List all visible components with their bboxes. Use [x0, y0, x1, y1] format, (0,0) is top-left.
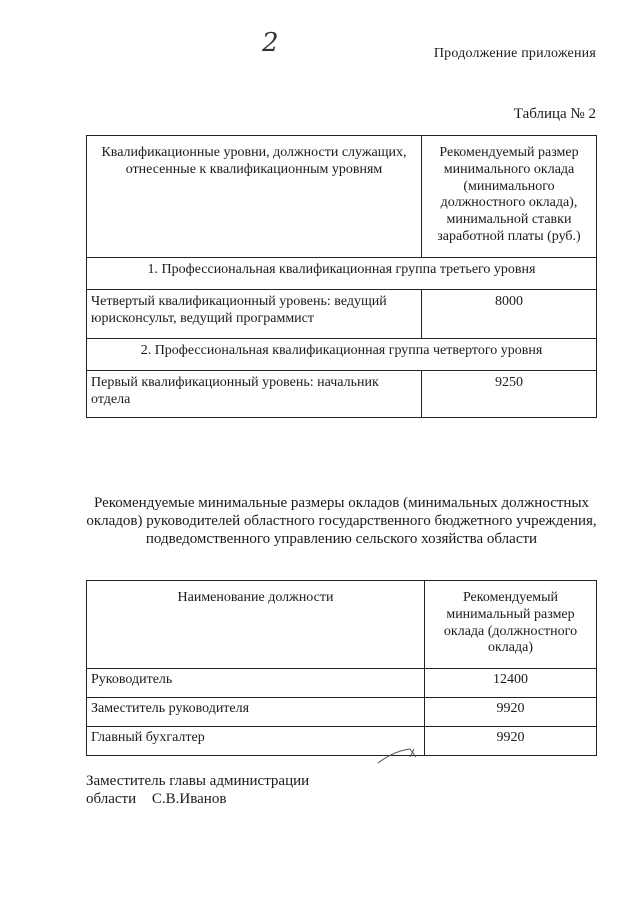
- qualification-cell: Четвертый квалификационный уровень: ведущий юрисконсульт, ведущий программист: [87, 290, 422, 339]
- group-title-row: [87, 258, 597, 290]
- signatory-line: [86, 791, 226, 808]
- salary-cell: 8000: [422, 290, 597, 339]
- signatory-region: области: [86, 791, 137, 807]
- table-number: Таблица № 2: [513, 106, 596, 122]
- header-cell-position: Наименование должности: [87, 581, 425, 669]
- group-title-2: 2. Профессиональная квалификационная группа четвертого уровня: [87, 339, 597, 371]
- group-title-row: [87, 339, 597, 371]
- salary-cell: 9250: [422, 371, 597, 418]
- table-row: [87, 698, 597, 727]
- signatory-name: С.В.Иванов: [151, 791, 227, 807]
- salary-cell: 12400: [425, 669, 597, 698]
- position-cell: Руководитель: [87, 669, 425, 698]
- table-row: [87, 727, 597, 756]
- salary-table-1: [86, 135, 597, 418]
- table-row: [87, 371, 597, 418]
- salary-cell: 9920: [425, 727, 597, 756]
- table-header-row: [87, 581, 597, 669]
- header-cell-salary: Рекомендуемый минимальный размер оклада (должностного оклада): [425, 581, 597, 669]
- page-number-mark: 2: [262, 28, 279, 58]
- section-heading: Рекомендуемые минимальные размеры окладов (минимальных должностных окладов) руководителей областного государственного бюджетного учреждения, подведомственного управлению сельского хозяйства области: [86, 495, 597, 547]
- position-cell: Главный бухгалтер: [87, 727, 425, 756]
- continuation-label: Продолжение приложения: [433, 46, 596, 61]
- table-row: [87, 290, 597, 339]
- qualification-cell: Первый квалификационный уровень: начальник отдела: [87, 371, 422, 418]
- table-row: [87, 669, 597, 698]
- position-cell: Заместитель руководителя: [87, 698, 425, 727]
- header-cell-qualification: Квалификационные уровни, должности служащих, отнесенные к квалификационным уровням: [87, 136, 422, 258]
- handwritten-mark: [376, 745, 426, 767]
- group-title-1: 1. Профессиональная квалификационная группа третьего уровня: [87, 258, 597, 290]
- salary-table-2: [86, 580, 597, 756]
- table-header-row: [87, 136, 597, 258]
- header-cell-salary: Рекомендуемый размер минимального оклада (минимального должностного оклада), минимальной ставки заработной платы (руб.): [422, 136, 597, 258]
- salary-cell: 9920: [425, 698, 597, 727]
- signatory-title: Заместитель главы администрации: [86, 773, 310, 789]
